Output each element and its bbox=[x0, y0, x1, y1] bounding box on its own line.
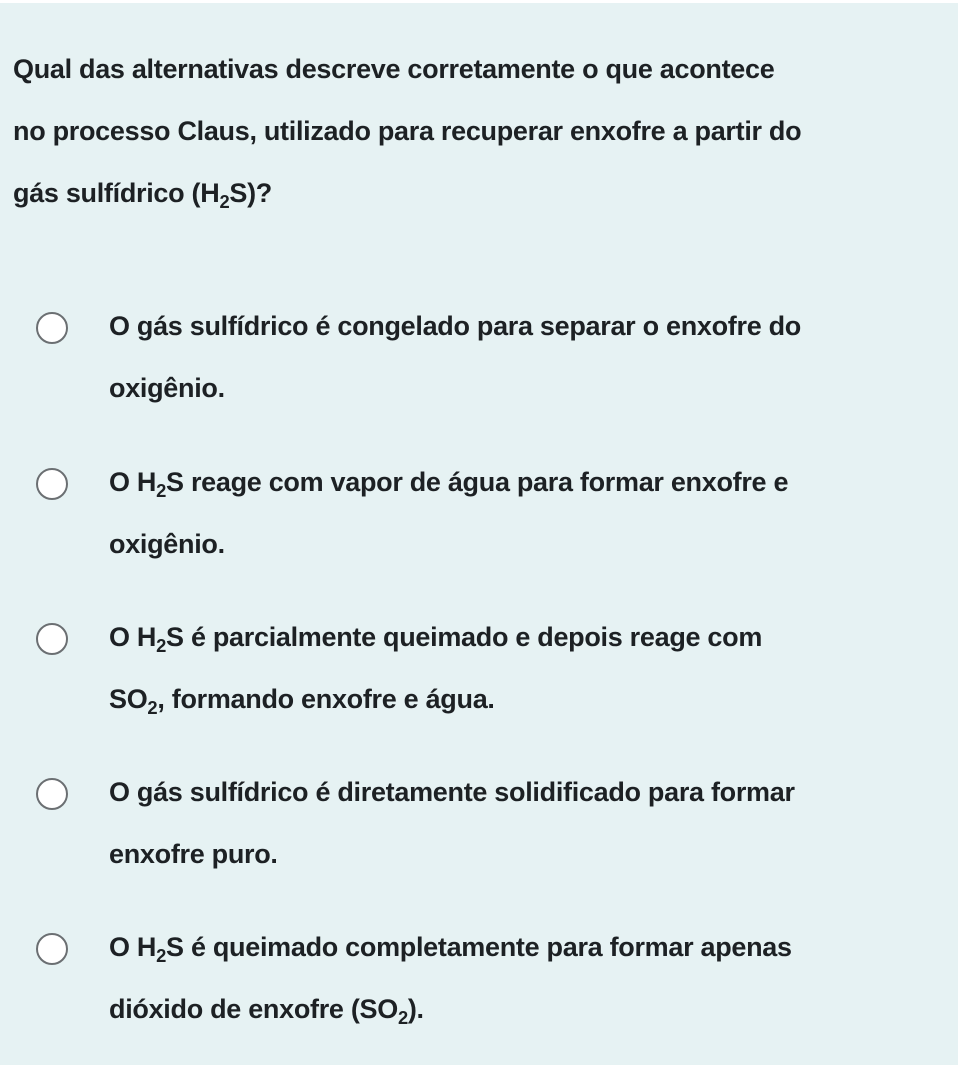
radio-button[interactable] bbox=[36, 312, 68, 344]
question-line bbox=[13, 162, 943, 224]
option-text-part: ). bbox=[407, 994, 424, 1024]
option-label bbox=[109, 295, 929, 419]
option-label bbox=[109, 606, 929, 730]
radio-button[interactable] bbox=[36, 778, 68, 810]
subscript: 2 bbox=[156, 479, 167, 501]
question-text-part: S)? bbox=[229, 178, 272, 208]
subscript: 2 bbox=[156, 634, 167, 656]
question-line: no processo Claus, utilizado para recuperar enxofre a partir do bbox=[13, 116, 802, 146]
question-text bbox=[13, 38, 943, 224]
radio-button[interactable] bbox=[36, 933, 68, 965]
option-line: O gás sulfídrico é diretamente solidificado para formar bbox=[109, 777, 795, 807]
option-text-part: O H bbox=[109, 467, 157, 497]
option-line bbox=[109, 451, 929, 513]
option-text-part: dióxido de enxofre (SO bbox=[109, 994, 398, 1024]
subscript: 2 bbox=[147, 696, 158, 718]
question-card bbox=[0, 3, 958, 1065]
option-line: enxofre puro. bbox=[109, 839, 278, 869]
option-text-part: O H bbox=[109, 622, 157, 652]
option-line bbox=[109, 916, 929, 978]
option-label bbox=[109, 761, 929, 885]
answer-option-1[interactable] bbox=[0, 295, 958, 425]
option-text-part: S reage com vapor de água para formar enxofre e bbox=[166, 467, 789, 497]
option-line bbox=[109, 668, 929, 730]
option-text-part: SO bbox=[109, 684, 148, 714]
option-text-part: , formando enxofre e água. bbox=[157, 684, 495, 714]
option-line: oxigênio. bbox=[109, 373, 225, 403]
radio-button[interactable] bbox=[36, 468, 68, 500]
question-text-part: gás sulfídrico (H bbox=[13, 178, 220, 208]
option-text-part: S é parcialmente queimado e depois reage com bbox=[166, 622, 763, 652]
option-line: oxigênio. bbox=[109, 529, 225, 559]
answer-option-5[interactable] bbox=[0, 916, 958, 1046]
question-line: Qual das alternativas descreve corretamente o que acontece bbox=[13, 54, 775, 84]
option-label bbox=[109, 916, 929, 1040]
option-line bbox=[109, 606, 929, 668]
subscript: 2 bbox=[156, 944, 167, 966]
option-line: O gás sulfídrico é congelado para separar o enxofre do bbox=[109, 311, 801, 341]
option-line bbox=[109, 978, 929, 1040]
answer-option-4[interactable] bbox=[0, 761, 958, 891]
option-text-part: O H bbox=[109, 932, 157, 962]
option-text-part: S é queimado completamente para formar apenas bbox=[166, 932, 792, 962]
answer-option-3[interactable] bbox=[0, 606, 958, 736]
option-label bbox=[109, 451, 929, 575]
subscript: 2 bbox=[397, 1006, 408, 1028]
answer-option-2[interactable] bbox=[0, 451, 958, 581]
radio-button[interactable] bbox=[36, 623, 68, 655]
subscript: 2 bbox=[219, 190, 230, 212]
